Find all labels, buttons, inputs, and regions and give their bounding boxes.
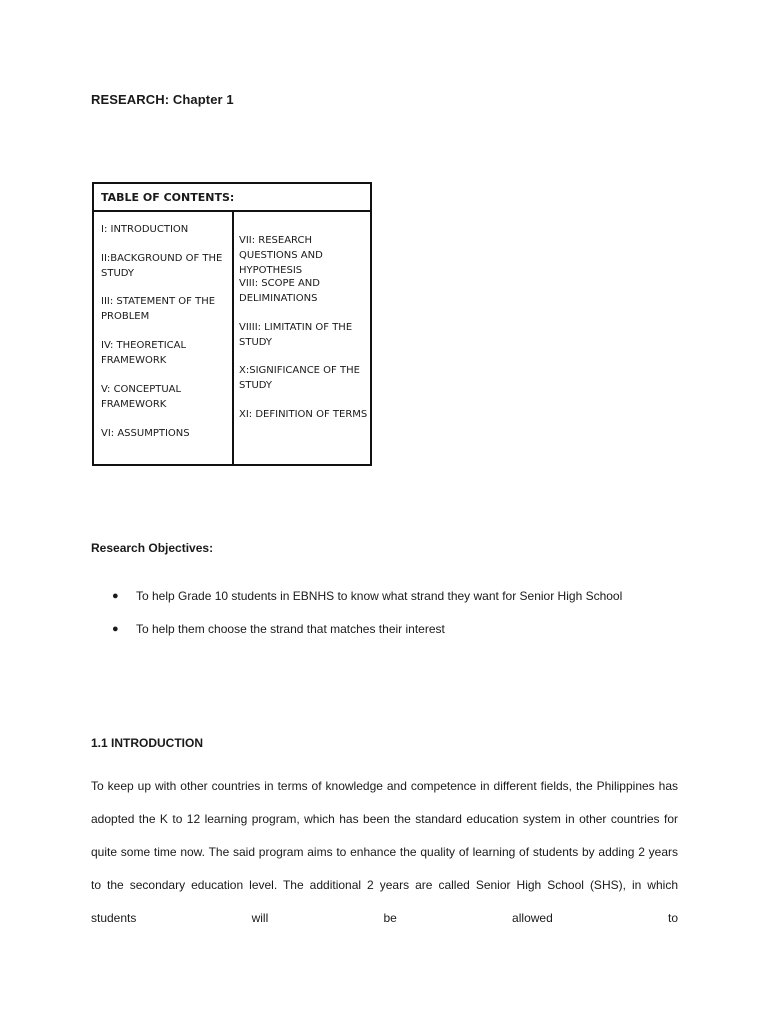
list-item [112, 580, 682, 613]
toc-item-research-questions: VII: RESEARCH QUESTIONS AND HYPOTHESIS [239, 235, 323, 276]
toc-item-significance: X:SIGNIFICANCE OF THE STUDY [239, 365, 360, 391]
toc-header: TABLE OF CONTENTS: [94, 184, 370, 212]
toc-item-limitation: VIIII: LIMITATIN OF THE STUDY [239, 322, 353, 348]
objectives-list [112, 580, 682, 646]
introduction-paragraph: To keep up with other countries in terms of knowledge and competence in different fields, the Philippines has adopted the K to 12 learning program, which has been the standard education system in other countries for quite some time now. The said program aims to enhance the quality of learning of students by adding 2 years to the secondary education level. The additional 2 years are called Senior High School (SHS), in which students will be allowed to [91, 779, 678, 925]
toc-item-definition: XI: DEFINITION OF TERMS [239, 409, 368, 420]
toc-item-conceptual: V: CONCEPTUAL FRAMEWORK [101, 384, 182, 410]
toc-item-background: II:BACKGROUND OF THE STUDY [101, 253, 223, 279]
list-item [112, 613, 682, 646]
toc-item-statement: III: STATEMENT OF THE PROBLEM [101, 296, 216, 322]
table-of-contents [92, 182, 372, 466]
bullet-icon: ● [112, 590, 119, 602]
objective-text: To help Grade 10 students in EBNHS to know what strand they want for Senior High School [136, 589, 623, 603]
bullet-icon: ● [112, 623, 119, 635]
toc-body [94, 212, 370, 464]
objective-text: To help them choose the strand that matches their interest [136, 622, 445, 636]
toc-item-assumptions: VI: ASSUMPTIONS [101, 428, 190, 439]
toc-item-theoretical: IV: THEORETICAL FRAMEWORK [101, 340, 187, 366]
document-title: RESEARCH: Chapter 1 [91, 92, 234, 107]
toc-item-scope: VIII: SCOPE AND DELIMINATIONS [239, 278, 320, 304]
objectives-heading: Research Objectives: [91, 541, 214, 555]
toc-item-introduction: I: INTRODUCTION [101, 224, 189, 235]
introduction-heading: 1.1 INTRODUCTION [91, 736, 204, 750]
toc-column-divider [232, 212, 234, 464]
